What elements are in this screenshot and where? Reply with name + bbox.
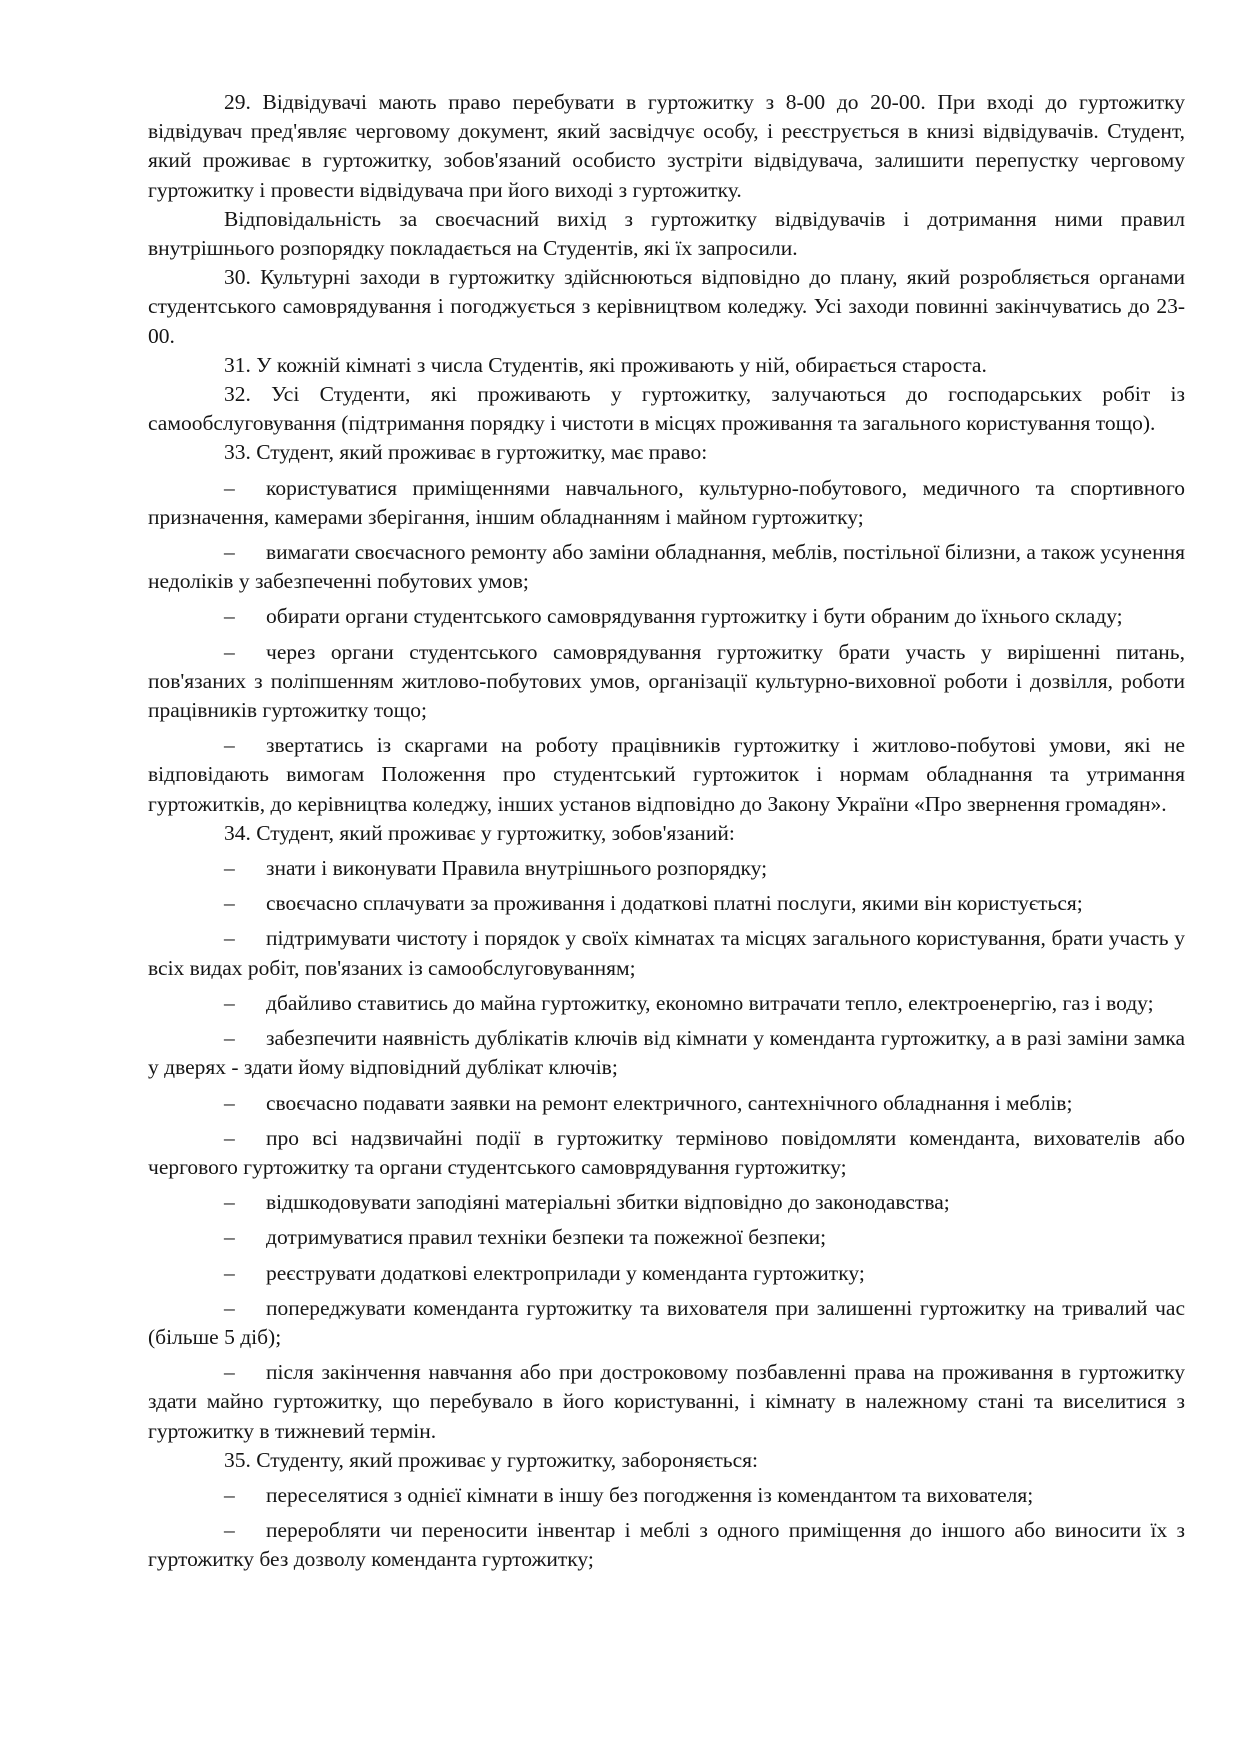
list-item: [148, 602, 1185, 631]
paragraph: 31. У кожній кімнаті з числа Студентів, які проживають у ній, обирається староста.: [224, 352, 987, 377]
list-item-text: забезпечити наявність дублікатів ключів від кімнати у коменданта гуртожитку, а в разі заміни замка у дверях - здати йому відповідний дублікат ключів;: [148, 1026, 1185, 1080]
list-item-text: звертатись із скаргами на роботу працівників гуртожитку і житлово-побутові умови, які не відповідають вимогам Положення про студентський гуртожиток і нормам обладнання та утримання гуртожитків, до керівництва коледжу, інших установ відповідно до Закону України «Про звернення громадян».: [148, 733, 1185, 816]
list-item: [148, 1124, 1185, 1182]
list-item: [148, 638, 1185, 726]
dash-bullet: –: [224, 1518, 235, 1543]
list-item-text: знати і виконувати Правила внутрішнього розпорядку;: [266, 856, 768, 881]
dash-bullet: –: [224, 1090, 235, 1115]
list-item-text: відшкодовувати заподіяні матеріальні збитки відповідно до законодавства;: [266, 1190, 950, 1215]
list-item: [148, 731, 1185, 819]
list-item: [148, 1481, 1185, 1510]
list-item-text: після закінчення навчання або при достроковому позбавленні права на проживання в гуртожитку здати майно гуртожитку, що перебувало в його користуванні, і кімнату в належному стані та виселитися з гуртожитку в тижневий термін.: [148, 1360, 1185, 1443]
dash-bullet: –: [224, 990, 235, 1015]
list-item-text: вимагати своєчасного ремонту або заміни обладнання, меблів, постільної білизни, а також усунення недоліків у забезпеченні побутових умов;: [148, 540, 1185, 594]
dash-bullet: –: [224, 604, 235, 629]
list-item-text: своєчасно подавати заявки на ремонт електричного, сантехнічного обладнання і меблів;: [266, 1090, 1073, 1115]
dash-bullet: –: [224, 1026, 235, 1051]
paragraph: 32. Усі Студенти, які проживають у гуртожитку, залучаються до господарських робіт із самообслуговування (підтримання порядку і чистоти в місцях проживання та загального користування тощо).: [148, 382, 1185, 436]
list-item-text: попереджувати коменданта гуртожитку та вихователя при залишенні гуртожитку на тривалий час (більше 5 діб);: [148, 1295, 1185, 1349]
paragraph: 30. Культурні заходи в гуртожитку здійснюються відповідно до плану, який розробляється органами студентського самоврядування і погоджується з керівництвом коледжу. Усі заходи повинні закінчуватись до 23-00.: [148, 265, 1185, 348]
list-item-text: дотримуватися правил техніки безпеки та пожежної безпеки;: [266, 1225, 827, 1250]
list-item: [148, 1516, 1185, 1574]
dash-bullet: –: [224, 733, 235, 758]
dash-bullet: –: [224, 1225, 235, 1250]
list-item-text: переробляти чи переносити інвентар і меблі з одного приміщення до іншого або виносити їх з гуртожитку без дозволу коменданта гуртожитку;: [148, 1518, 1185, 1572]
list-item: [148, 1024, 1185, 1082]
list-item: [148, 1223, 1185, 1252]
list-item-text: реєструвати додаткові електроприлади у коменданта гуртожитку;: [266, 1260, 865, 1285]
list-item: [148, 989, 1185, 1018]
list-item: [148, 1259, 1185, 1288]
dash-bullet: –: [224, 1482, 235, 1507]
dash-bullet: –: [224, 540, 235, 565]
document-page: [148, 88, 1185, 1575]
dash-bullet: –: [224, 856, 235, 881]
list-item-text: дбайливо ставитись до майна гуртожитку, економно витрачати тепло, електроенергію, газ і воду;: [266, 990, 1154, 1015]
list-item-text: через органи студентського самоврядування гуртожитку брати участь у вирішенні питань, пов'язаних з поліпшенням житлово-побутових умов, організації культурно-виховної роботи і дозвілля, роботи працівників гуртожитку тощо;: [148, 639, 1185, 723]
dash-bullet: –: [224, 639, 235, 664]
paragraph: 35. Студенту, який проживає у гуртожитку, забороняється:: [224, 1447, 759, 1472]
list-item: [148, 474, 1185, 532]
dash-bullet: –: [224, 926, 235, 951]
list-item-text: підтримувати чистоту і порядок у своїх кімнатах та місцях загального користування, брати участь у всіх видах робіт, пов'язаних із самообслуговуванням;: [148, 926, 1185, 980]
list-item: [148, 1358, 1185, 1446]
dash-bullet: –: [224, 1295, 235, 1320]
dash-bullet: –: [224, 1190, 235, 1215]
list-item: [148, 1294, 1185, 1352]
dash-bullet: –: [224, 1125, 235, 1150]
list-item: [148, 854, 1185, 883]
list-item-text: своєчасно сплачувати за проживання і додаткові платні послуги, якими він користується;: [266, 891, 1083, 916]
list-item-text: про всі надзвичайні події в гуртожитку терміново повідомляти коменданта, вихователів або чергового гуртожитку та органи студентського самоврядування гуртожитку;: [148, 1125, 1185, 1179]
list-item: [148, 538, 1185, 596]
list-item-text: переселятися з однієї кімнати в іншу без погодження із комендантом та вихователя;: [266, 1482, 1034, 1507]
list-item: [148, 924, 1185, 982]
list-item: [148, 889, 1185, 918]
dash-bullet: –: [224, 1360, 235, 1385]
list-item-text: користуватися приміщеннями навчального, культурно-побутового, медичного та спортивного призначення, камерами зберігання, іншим обладнанням і майном гуртожитку;: [148, 475, 1185, 529]
paragraph: 29. Відвідувачі мають право перебувати в гуртожитку з 8-00 до 20-00. При вході до гуртожитку відвідувач пред'являє черговому документ, який засвідчує особу, і реєструється в книзі відвідувачів. Студент, який проживає в гуртожитку, зобов'язаний особисто зустріти відвідувача, залишити перепустку черговому гуртожитку і провести відвідувача при його виході з гуртожитку.: [148, 90, 1185, 202]
paragraph: Відповідальність за своєчасний вихід з гуртожитку відвідувачів і дотримання ними правил внутрішнього розпорядку покладається на Студентів, які їх запросили.: [148, 206, 1185, 261]
list-item-text: обирати органи студентського самоврядування гуртожитку і бути обраним до їхнього складу;: [266, 604, 1123, 629]
list-item: [148, 1089, 1185, 1118]
dash-bullet: –: [224, 1260, 235, 1285]
paragraph: 34. Студент, який проживає у гуртожитку, зобов'язаний:: [224, 820, 735, 845]
dash-bullet: –: [224, 891, 235, 916]
dash-bullet: –: [224, 475, 235, 500]
list-item: [148, 1188, 1185, 1217]
paragraph: 33. Студент, який проживає в гуртожитку, має право:: [224, 440, 708, 465]
